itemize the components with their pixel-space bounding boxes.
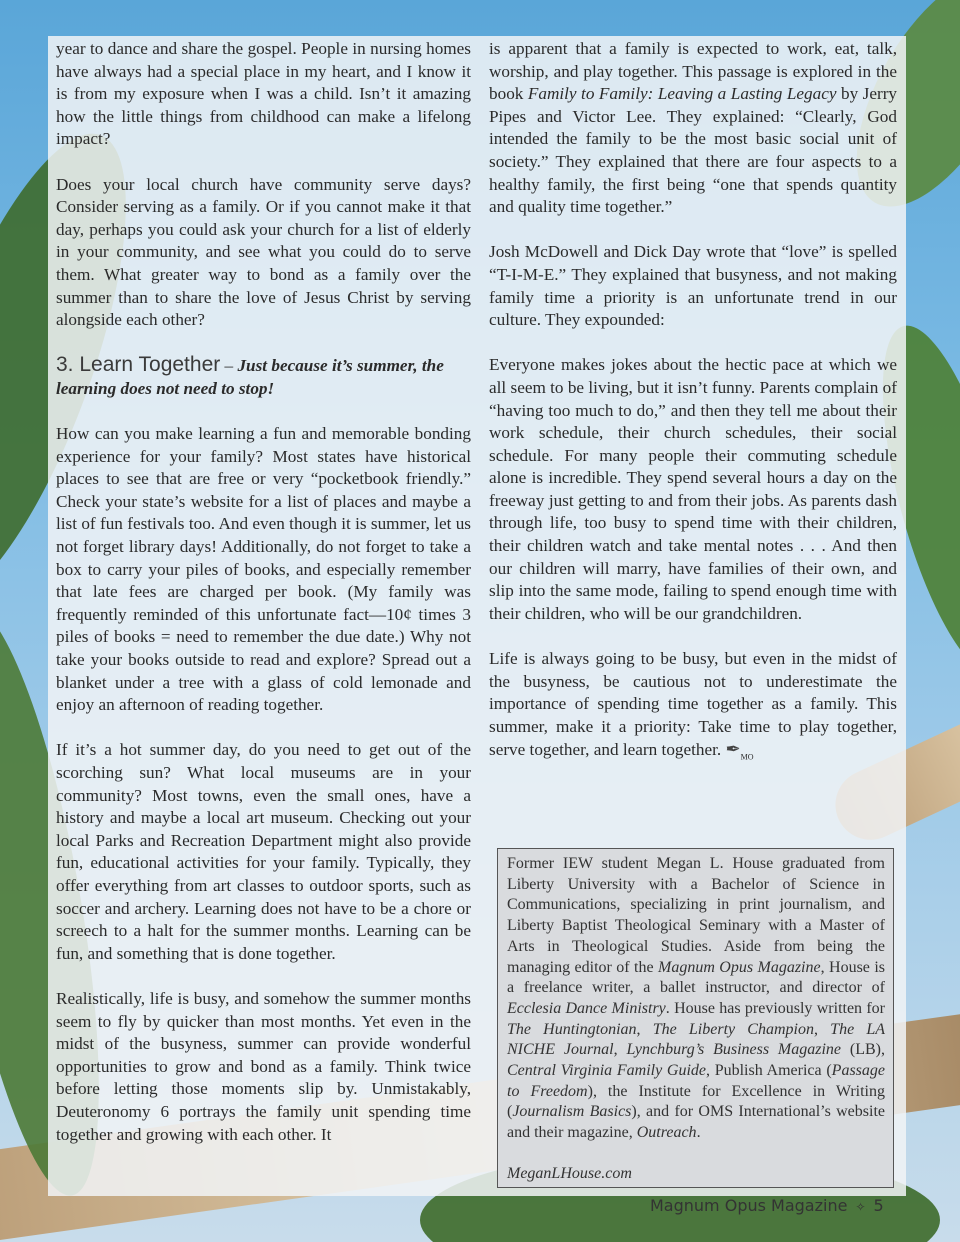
bio-text: (LB), xyxy=(841,1041,885,1059)
bio-italic: The Liberty Champion xyxy=(652,1020,814,1038)
left-column xyxy=(56,38,471,1169)
bio-text: . House has previously written for xyxy=(665,999,886,1017)
bio-text: , xyxy=(613,1041,627,1059)
block-quote: Everyone makes jokes about the hectic pace at which we all seem to be living, but it isn’t funny. Parents complain of “having too much to do,” and then they tell me about their work schedule, their church schedules, their social schedule. For many people their commuting schedule alone is incredible. They spend several hours a day on the freeway just getting to and from their jobs. As parents dash through life, too busy to spend time with their children, their children watch and take mental notes . . . And then our children will marry, have families of their own, and slip into the same mode, failing to spend enough time with their children, who will be our grandchildren. xyxy=(489,355,897,623)
bio-italic: Journalism Basics xyxy=(512,1103,632,1121)
book-title: Family to Family: Leaving a Lasting Legacy xyxy=(527,84,837,104)
paragraph-text: Life is always going to be busy, but even in the midst of the busyness, be cautious not to underestimate the importance of spending time together as a family. This summer, make it a priority: Take time to play together, serve together, and learn together. xyxy=(489,649,897,760)
magazine-name: Magnum Opus Magazine xyxy=(650,1196,848,1215)
heading-dash: – xyxy=(220,356,238,376)
bio-text: , House is a freelance writer, a ballet instructor, and director of xyxy=(507,958,885,997)
quill-pen-icon: ✒ xyxy=(725,739,741,760)
diamond-icon: ✧ xyxy=(855,1200,866,1214)
section-heading-title: 3. Learn Together xyxy=(56,353,221,377)
bio-italic: Lynchburg’s Business Magazine xyxy=(626,1041,842,1059)
bio-text: ), the Institute for Excellence in Writing ( xyxy=(507,1082,886,1121)
bio-italic: Central Virginia Family Guide xyxy=(507,1062,706,1080)
bio-text: , xyxy=(813,1020,831,1038)
bio-italic: Outreach xyxy=(636,1124,697,1142)
author-website-link[interactable]: MeganLHouse.com xyxy=(507,1164,632,1182)
paragraph-text: is apparent that a family is expected to work, eat, talk, worship, and play together. This passage is explored in the book xyxy=(489,39,897,104)
bio-italic: Passage to Freedom xyxy=(507,1062,885,1100)
end-mark-initials: MO xyxy=(740,752,754,762)
author-bio-box xyxy=(497,848,894,1188)
paragraph: If it’s a hot summer day, do you need to get out of the scorching sun? What local museums are in your community? Most towns, even the small ones, have a history and maybe a local art museum. Checking out your local Parks and Recreation Department might also provide fun, educational activities for your family. Typically, they offer everything from art classes to outdoor sports, such as soccer and archery. Learning does not have to be a chore or screech to a halt for the summer months. Learning can be fun, and something that is done together. xyxy=(56,740,471,963)
bio-text: Former IEW student Megan L. House graduated from Liberty University with a Bachelor of Science in Communications, specializing in print journalism, and Liberty Baptist Theological Seminary with a Master of Arts in Theological Studies. Aside from being the managing editor of the xyxy=(507,855,885,976)
page-number: 5 xyxy=(873,1196,884,1215)
paragraph xyxy=(489,648,897,769)
paragraph xyxy=(489,38,897,219)
bio-text: , xyxy=(636,1020,653,1038)
paragraph-text: by Jerry Pipes and Victor Lee. They explained: “Clearly, God intended the family to be the most basic social unit of society.” They explained that there are four aspects to a healthy family, the first being “one that spends quantity and quality time together.” xyxy=(489,84,898,217)
bio-italic: Magnum Opus Magazine xyxy=(657,958,821,976)
bio-text: . xyxy=(696,1124,701,1142)
page-footer xyxy=(650,1196,900,1215)
bio-italic: Ecclesia Dance Ministry xyxy=(507,999,666,1017)
paragraph: Josh McDowell and Dick Day wrote that “love” is spelled “T-I-M-E.” They explained that busyness, and not making family time a priority is an unfortunate trend in our culture. They expounded: xyxy=(489,242,897,330)
bio-italic: The Huntingtonian xyxy=(507,1020,637,1038)
paragraph: Realistically, life is busy, and somehow the summer months seem to fly by quicker than most months. Yet even in the midst of the busyness, summer can provide wonderful opportunities to grow and bond as a family. Think twice before letting those moments slip by. Unmistakably, Deuteronomy 6 portrays the family unit spending time together and growing with each other. It xyxy=(56,988,471,1144)
bio-text: ), and for OMS International’s website and their magazine, xyxy=(507,1103,885,1142)
bio-italic: The LA NICHE Journal xyxy=(507,1020,886,1059)
section-heading-subtitle: Just because it’s summer, the learning does not need to stop! xyxy=(56,356,444,398)
paragraph: year to dance and share the gospel. People in nursing homes have always had a special place in my heart, and I know it is from my exposure when I was a child. Isn’t it amazing how the little things from childhood can make a lifelong impact? xyxy=(56,39,471,149)
paragraph: How can you make learning a fun and memorable bonding experience for your family? Most states have historical places to see that are free or very “pocketbook friendly.” Check your state’s website for a list of places and maybe a list of fun festivals too. And even though it is summer, let us not forget library days! Additionally, do not forget to take a box to carry your piles of books, and especially remember that late fees are charged per book. (My family was frequently reminded of this unfortunate fact—10¢ times 3 piles of books = need to remember the due date.) Why not take your books outside to read and explore? Spread out a blanket under a tree with a glass of cold lemonade and enjoy an afternoon of reading together. xyxy=(56,424,471,715)
author-bio-text xyxy=(507,854,885,1144)
paragraph: Does your local church have community serve days? Consider serving as a family. Or if you cannot make it that day, perhaps you could ask your church for a list of elderly in your community, and see what you could do to serve them. What greater way to bond as a family over the summer than to share the love of Jesus Christ by serving alongside each other? xyxy=(56,174,471,330)
right-column xyxy=(489,38,897,792)
bio-text: , Publish America ( xyxy=(706,1062,832,1080)
section-heading xyxy=(56,354,471,400)
